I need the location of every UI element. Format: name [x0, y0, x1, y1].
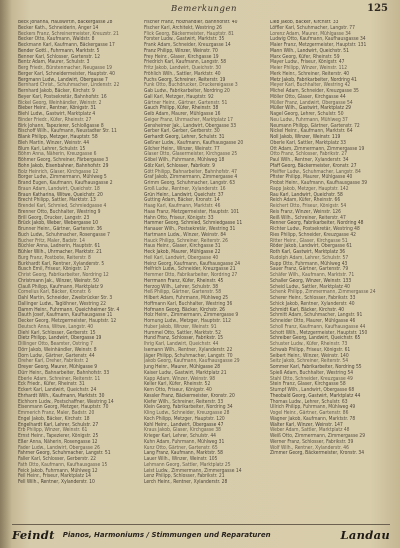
directory-entry: Ludwig Otto, Kaufmann, Kaufhausgasse 34	[270, 36, 366, 43]
directory-entry: Böhmer Georg, Schreiner, Färbergasse 3	[18, 157, 109, 163]
directory-entry: Ullrich Philipp, Fuhrmann, Mühlweg 49	[270, 404, 356, 411]
directory-entry: Berg Friedr., Bürstenmacher, Neugasse 19	[18, 65, 112, 71]
directory-entry: Clauß Philipp, Kaufmann, Marktplatz 9	[18, 283, 103, 290]
directory-entry: Ernst Heinr., Tapezierer, Königstr. 25	[18, 433, 99, 439]
directory-entry: Borger Ludw., Zimmermann, Mühlweg 5	[18, 174, 107, 181]
directory-entry: Bohn Jakob, Eisenbahner, Bahnhofstr. 29	[18, 162, 109, 169]
directory-entry: Glaser Otto, Glasermeister, Kirchgasse 25	[144, 151, 238, 158]
directory-entry: Röder Jakob, Landwirt, Obergasse 61	[270, 243, 352, 250]
directory-entry: Brenner Otto, Buchhalter, Westring 9	[18, 208, 101, 215]
directory-entry: Heinz Georg, Kaufmann, Kaufhausgasse 24	[144, 260, 241, 267]
directory-entry: Büchler Anna, Ladnerin, Hauptstr. 61	[18, 243, 101, 250]
directory-entry: Dorn Ludw., Gärtner, Gartenstr. 44	[18, 352, 95, 359]
directory-entry: Meier Philipp, Winzer, Weinstr. 112	[270, 65, 348, 71]
directory-entry: Bernhard Jakob, Bäcker, Kirchstr. 9	[18, 88, 95, 94]
directory-entry: Helfrich Ludw., Schneider, Kreuzgasse 21	[144, 266, 236, 273]
directory-entry: Gerhardt Georg, Lehrer, Schulstr. 31	[144, 134, 225, 140]
directory-entry: Deutsch Anna, Witwe, Langstr. 40	[18, 323, 94, 330]
directory-entry: Schmidt Karl, Bäcker, Kirchstr. 40	[270, 306, 345, 313]
directory-entry: Benner Karl, Schlosser, Gartenstr. 12	[18, 53, 101, 60]
directory-entry: Lenz Philipp, Schlosser, Fabrikstr. 21	[144, 473, 225, 480]
directory-entry: Stein Franz, Glaser, Kirchgasse 58	[270, 381, 346, 388]
directory-entry: Scherer Heinr., Schlosser, Fabrikstr. 33	[270, 295, 356, 301]
directory-entry: Haus Heinr., Glaser, Kirchgasse 31	[144, 243, 221, 250]
directory-entry: Weiß Otto, Zimmermann, Zimmergasse 29	[270, 433, 366, 439]
directory-entry: Frank Adam, Schneider, Kreuzgasse 14	[144, 42, 231, 48]
directory-entry: Marx Georg, Küfer, Rheinstr. 59	[270, 53, 340, 60]
directory-entry: Löffler Karl, Schuhmacher, Langstr. 77	[270, 24, 355, 31]
directory-entry: Keller Karl, Küfer, Rheinstr. 52	[144, 381, 211, 388]
directory-entry: Bleh Martin, Winzer, Weinstr. 44	[18, 139, 90, 146]
directory-entry: Möller Otto, Glaser, Kirchgasse 44	[270, 93, 346, 100]
directory-entry: Heil Karl, Landwirt, Obergasse 40	[144, 254, 219, 261]
directory-entry: Schaller Georg, Winzer, Weinstr. 133	[270, 277, 352, 284]
directory-entry: Wolf Wilh., Rentner, Xylanderstr. 46	[270, 444, 349, 451]
directory-entry: Friedrich Karl, Kaufmann, Langstr. 58	[144, 59, 227, 66]
directory-entry: Lieb Jakob, Bäcker, Kirchstr. 33	[270, 20, 339, 25]
directory-entry: Dietz Philipp, Landwirt, Obergasse 19	[18, 335, 102, 342]
directory-entry: Dürr Heinr., Bahnarbeiter, Bahnhofstr. 33	[18, 369, 110, 376]
directory-entry: Bolz Heinrich, Glaser, Kirchgasse 12	[18, 168, 99, 175]
directory-entry: Herrmann Franz, Küfer, Rheinstr. 45	[144, 277, 224, 284]
directory-entry: Funk Otto, Buchdrucker, Druckereigasse 3	[144, 82, 238, 89]
directory-entry: Lorenz Adam, Maurer, Mühlgasse 34	[270, 30, 351, 37]
directory-entry: Beck Johanna, Hauswirtin, Bäckergasse 28	[18, 20, 113, 25]
directory-entry: Klein Georg, Fabrikarbeiter, Nordring 34	[144, 404, 233, 411]
directory-entry: Kohl Heinr., Landwirt, Obergasse 47	[144, 421, 224, 428]
directory-entry: Kunz Otto, Gärtner, Gartenstr. 65	[144, 444, 218, 451]
directory-entry: Jakob Georg, Kaufmann, Kaufhausgasse 29	[144, 358, 240, 365]
directory-entry: Heck Jakob, Maurer, Mühlgasse 22	[144, 249, 221, 255]
directory-entry: Fahrner Georg, Schuhmacher, Langstr. 51	[18, 450, 111, 457]
directory-entry: Göbel Wilh., Fuhrmann, Mühlweg 18	[144, 157, 225, 163]
directory-entry: Fritz Jakob, Landwirt, Queichstr. 30	[144, 65, 222, 71]
directory-entry: Grimm Georg, Schuhmacher, Langstr. 63	[144, 180, 235, 186]
directory-entry: Binder Friedr., Küfer, Rheinstr. 27	[18, 116, 92, 123]
directory-entry: Reiß Wilh., Schreiner, Reiterstr. 47	[270, 214, 346, 221]
ad-slogan: Pianos, Harmoniums / Stimmungen und Reparaturen	[62, 531, 271, 539]
directory-entry: Herzog Wilh., Lehrer, Schulstr. 38	[144, 283, 219, 290]
directory-entry: Rapp Jakob, Metzger, Hauptstr. 142	[270, 185, 349, 192]
directory-entry: Brunner Heinr., Gärtner, Gartenstr. 36	[18, 226, 103, 232]
directory-entry: Maier Franz, Metzgermeister, Hauptstr. 131	[270, 42, 367, 48]
directory-entry: Krieger Karl, Lehrer, Schulstr. 44	[144, 433, 216, 439]
directory-entry: Seitz Jakob, Schreiner, Reiterstr. 54	[270, 358, 349, 365]
directory-entry: Eberle Adam, Schreiner, Reiterstr. 11	[18, 375, 101, 382]
directory-entry: Ehrhardt Wilh., Kaufmann, Marktstr. 30	[18, 392, 105, 399]
directory-entry: Werner Franz, Schlosser, Fabrikstr. 39	[270, 438, 354, 445]
directory-entry: Hornung Ludw., Metzger, Hauptstr. 112	[144, 318, 231, 324]
directory-entry: Bernhard Christ., Schuhmacher, Lindenstr. 22	[18, 82, 120, 89]
directory-entry: Becker Kath., Schneiderin, Anger 14	[18, 24, 99, 31]
directory-entry: Nagel Georg, Lehrer, Schulstr. 50	[270, 111, 344, 117]
directory-entry: Feick Jakob, Fuhrmann, Mühlweg 12	[18, 467, 98, 474]
directory-entry: Koch Philipp, Metzger, Hauptstr. 120	[144, 415, 225, 422]
directory-entry: Hauck Philipp, Schreiner, Reiterstr. 26	[144, 237, 228, 244]
directory-entry: Hofmann Georg, Bäcker, Kirchstr. 26	[144, 306, 225, 313]
directory-entry: Frey Heinr., Glaser, Kirchgasse 19	[144, 53, 219, 60]
directory-entry: Eck Friedr., Küfer, Rheinstr. 31	[18, 381, 85, 388]
directory-entry: Schwab Philipp, Friseur, Königstr. 61	[270, 346, 351, 353]
directory-entry: Reis Franz, Winzer, Weinstr. 126	[270, 208, 341, 215]
directory-entry: Gärtner Heinr., Gärtner, Gartenstr. 51	[144, 99, 228, 106]
directory-entry: Reich Adam, Küfer, Rheinstr. 66	[270, 197, 341, 204]
directory-entry: Eichhorn Ludw., Postschaffner, Westring 14	[18, 398, 114, 405]
directory-entry: Theobald Georg, Gastwirt, Marktplatz 44	[270, 392, 361, 399]
directory-entry: Burkhardt Karl, Rentner, Xylanderstr. 5	[18, 260, 105, 267]
directory-entry: Feil Heinr., Friseur, Marktplatz 14	[18, 473, 91, 480]
directory-entry: Beyer Karl, Postsekretär, Bahnhofstr. 16	[18, 93, 107, 100]
directory-entry: Sommer Karl, Fabrikarbeiter, Nordring 55	[270, 364, 362, 370]
directory-entry: Wagner Jakob, Kaufmann, Marktstr. 78	[270, 415, 356, 422]
directory-entry: Hummel Otto, Sattler, Marktstr. 52	[144, 329, 221, 336]
directory-entry: Fath Otto, Kaufmann, Kaufhausgasse 15	[18, 461, 108, 468]
directory-column-1	[18, 20, 138, 522]
directory-entry: Müller Franz, Landwirt, Obergasse 54	[270, 99, 353, 106]
directory-entry: Geßner Ludw., Kaufmann, Kaufhausgasse 20	[144, 139, 244, 146]
directory-entry: Kaiser Ludw., Gastwirt, Marktplatz 21	[144, 369, 227, 376]
directory-entry: Nickel Heinr., Kaufmann, Marktstr. 64	[270, 128, 353, 135]
directory-entry: Erb Philipp, Winzer, Weinstr. 61	[18, 427, 88, 434]
directory-entry: Brück Jakob, Weber, Webergasse 10	[18, 220, 99, 227]
directory-entry: Ritter Heinr., Glaser, Kirchgasse 51	[270, 237, 348, 244]
directory-entry: Gerber Karl, Gerber, Gerberstr. 30	[144, 128, 220, 135]
directory-entry: Gölz Karl, Schlosser, Fabrikstr. 9	[144, 162, 215, 169]
directory-entry: Diehl Karl, Schlosser, Gerberstr. 15	[18, 329, 96, 336]
directory-entry: Eisenmann Georg, Metzger, Hauptstr. 70	[18, 404, 109, 411]
directory-entry: Ott Adam, Zimmermann, Zimmergasse 19	[270, 145, 365, 152]
directory-entry: Oberle Karl, Sattler, Marktplatz 33	[270, 139, 346, 146]
directory-entry: Merk Heinr., Schreiner, Reiterstr. 40	[270, 70, 350, 77]
directory-entry: Reichert Otto, Friseur, Königstr. 54	[270, 203, 347, 209]
directory-entry: Schneider Otto, Maurer, Mühlgasse 46	[270, 318, 356, 324]
directory-entry: Heß Philipp, Gärtner, Gartenstr. 58	[144, 289, 222, 296]
directory-entry: Faller Karl, Schlosser, Gerberstr. 22	[18, 456, 97, 462]
directory-entry: Birk Johann, Tapezierer, Schloßgasse 8	[18, 122, 104, 129]
directory-entry: Gilcher Heinr., Winzer, Weinstr. 77	[144, 145, 220, 152]
directory-entry: Bühler Wilh., Uhrmacher, Marktstr. 21	[18, 249, 102, 255]
directory-entry: Probst Heinr., Kaufmann, Kaufhausgasse 39	[270, 180, 368, 186]
directory-entry: Neumann Philipp, Gärtner, Gartenstr. 72	[270, 122, 360, 129]
directory-entry: Kraus Jakob, Glaser, Kirchgasse 38	[144, 427, 221, 434]
directory-entry: Lerch Heinr., Rentner, Xylanderstr. 28	[144, 479, 228, 485]
directory-entry: Bergmann Ludw., Landwirt, Obergasse 7	[18, 76, 108, 83]
directory-entry: Engel Jakob, Bäcker, Kirchstr. 18	[18, 415, 90, 422]
directory-entry: Paul Wilh., Rentner, Xylanderstr. 34	[270, 157, 349, 163]
directory-entry: Lauer Wilh., Winzer, Weinstr. 105	[144, 456, 218, 462]
directory-entry: Dauth Josef, Kaufmann, Kaufhausgasse 11	[18, 312, 113, 319]
directory-entry: Gab Ludw., Fabrikarbeiter, Nordring 20	[144, 88, 230, 94]
directory-entry: Pfeiffer Ludw., Schuhmacher, Langstr. 84	[270, 168, 361, 175]
directory-entry: Kuhn Adam, Fuhrmann, Mühlweg 31	[144, 438, 225, 445]
directory-entry: Scholl Franz, Kaufmann, Kaufhausgasse 44	[270, 323, 366, 330]
directory-entry: Mayer Ludw., Friseur, Königstr. 47	[270, 59, 345, 66]
directory-entry: Huber Jakob, Winzer, Weinstr. 91	[144, 323, 217, 330]
directory-entry: Decker Georg, Metzgermeister, Hauptstr. 12	[18, 318, 117, 324]
directory-entry: Schreiber Georg, Landwirt, Queichstr. 65	[270, 335, 361, 342]
directory-entry: Sauer Franz, Gärtner, Gartenstr. 79	[270, 266, 349, 273]
directory-entry: Hund Franz, Schlosser, Fabrikstr. 15	[144, 335, 224, 342]
directory-entry: Weber Adam, Sattler, Marktplatz 48	[270, 427, 350, 434]
directory-entry: Grün Heinr., Landwirt, Queichstr. 37	[144, 191, 224, 198]
page-header	[20, 4, 388, 18]
directory-entry: Schuster Ludw., Küfer, Rheinstr. 73	[270, 341, 348, 347]
directory-entry: Kapp Adam, Winzer, Weinstr. 98	[144, 375, 216, 382]
directory-entry: Franz Philipp, Winzer, Weinstr. 70	[144, 47, 218, 54]
directory-entry: Hilbert Adam, Fuhrmann, Mühlweg 25	[144, 295, 229, 301]
directory-entry: Spieß Adam, Buchhalter, Westring 54	[270, 369, 354, 376]
directory-entry: Schick Jakob, Rentner, Xylanderstr. 40	[270, 300, 355, 307]
footer-advertisement	[12, 524, 390, 543]
directory-entry: Renner Georg, Fabrikarbeiter, Nordring 48	[270, 220, 364, 227]
directory-entry: Braun Katharina, Witwe, Queichstr. 20	[18, 191, 103, 198]
directory-entry: Dreher Karl, Dreher, Fabrikstr. 2	[18, 358, 89, 365]
directory-entry: Neu Ludw., Fuhrmann, Mühlweg 37	[270, 116, 348, 123]
directory-entry: Brill Georg, Drucker, Langstr. 23	[18, 214, 90, 221]
directory-entry: Haag Karl, Kaufmann, Marktstr. 46	[144, 203, 221, 209]
directory-entry: Flick Georg, Bäckermeister, Hauptstr. 81	[144, 30, 234, 37]
directory-entry: Burg Franz, Postbote, Reiterstr. 8	[18, 254, 91, 261]
page-number: 125	[367, 3, 388, 14]
directory-entry: Schäfer Wilh., Kaufmann, Marktstr. 71	[270, 272, 355, 278]
directory-entry: Brand Eugen, Kaufmann, Kaufhausgasse 2	[18, 180, 113, 186]
directory-entry: Damm Heinr., Fuhrmann, Queichheimer Str. 4	[18, 306, 120, 313]
directory-entry: Lehmann Georg, Sattler, Marktplatz 25	[144, 461, 231, 468]
directory-entry: Gött Philipp, Bahnarbeiter, Bahnhofstr. 47	[144, 168, 237, 175]
directory-entry: Richter Ludw., Postsekretär, Westring 48	[270, 226, 360, 232]
directory-entry: Scheid Ludw., Sattler, Marktplatz 40	[270, 283, 350, 290]
directory-entry: Hammer Georg, Schmied, Schmiedgasse 11	[144, 220, 243, 227]
directory-entry: Gauch Philipp, Küfer, Rheinstr. 38	[144, 105, 219, 112]
directory-entry: Cornelius Karl, Bäcker, Kronstr. 6	[18, 289, 91, 296]
directory-entry: Kling Ludw., Schneider, Kreuzgasse 28	[144, 410, 230, 416]
directory-entry: Bickel Georg, Weinhändler, Weinstr. 2	[18, 99, 102, 106]
directory-entry: Berger Karl, Schneidermeister, Hauptstr. 40	[18, 70, 115, 77]
directory-entry: Stumpf Wilh., Landwirt, Obergasse 68	[270, 387, 355, 393]
directory-entry: Pfister Philipp, Maurer, Mühlgasse 40	[270, 174, 353, 181]
directory-entry: Mann Wilh., Landwirt, Queichstr. 51	[270, 47, 349, 54]
directory-entry: Fuchs Georg, Schreiner, Reiterstr. 19	[144, 76, 226, 83]
directory-entry: Isemann Wilh., Rentner, Xylanderstr. 22	[144, 346, 233, 353]
directory-entry: Bucher Fritz, Maler, Badstr. 14	[18, 237, 85, 244]
directory-entry: Kern Otto, Friseur, Königstr. 40	[144, 387, 212, 393]
directory-entry: Roth Karl, Gastwirt, Marktplatz 36	[270, 249, 346, 255]
directory-entry: Böhm Anna, Näherin, Kreuzgasse 6	[18, 151, 97, 158]
directory-entry: Dillinger Otto, Beamter, Ostring 7	[18, 341, 93, 347]
directory-entry: Engelhardt Karl, Lehrer, Schulstr. 27	[18, 421, 99, 428]
directory-entry: Rupp Otto, Fuhrmann, Mühlweg 43	[270, 260, 348, 267]
directory-entry: Hanauer Wilh., Postsekretär, Westring 31	[144, 226, 236, 232]
directory-entry: Holz Heinr., Zimmermann, Zimmergasse 9	[144, 312, 239, 319]
directory-entry: Beckmann Karl, Kaufmann, Bäckergasse 17	[18, 42, 115, 48]
directory-entry: Rau Karl, Landwirt, Queichstr. 58	[270, 191, 343, 198]
directory-entry: Bieber Heinr., Rentner, Königstr. 31	[18, 105, 97, 112]
directory-entry: Braun Adam, Landwirt, Queichstr. 18	[18, 185, 100, 192]
directory-entry: Biehl Ludw., Gastwirt, Marktplatz 4	[18, 111, 96, 117]
directory-entry: Buch Ludw., Schuhmacher, Rosengasse 7	[18, 231, 110, 238]
ad-brand-name: Feindt	[12, 528, 55, 542]
directory-entry: Eßer Anna, Näherin, Rosengasse 12	[18, 438, 98, 445]
directory-entry: Pfaff Georg, Bäckermeister, Kronstr. 27	[270, 162, 357, 169]
directory-entry: Jäger Philipp, Schuhmacher, Langstr. 70	[144, 352, 233, 359]
directory-column-2	[144, 20, 264, 522]
ad-city: Landau	[340, 528, 390, 542]
directory-entry: Emmerich Franz, Maler, Badstr. 20	[18, 410, 95, 416]
directory-entry: Geiger Franz, Uhrmacher, Marktplatz 17	[144, 116, 234, 123]
directory-entry: Seibert Heinr., Winzer, Weinstr. 140	[270, 352, 349, 359]
directory-entry: Lang Franz, Kaufmann, Marktstr. 58	[144, 450, 223, 457]
directory-entry: Gutting Adam, Bäcker, Kronstr. 14	[144, 197, 220, 204]
directory-entry: Becker Otto, Kaufmann, Waldstr. 8	[18, 36, 95, 43]
directory-entry: Groß Ludw., Rentner, Xylanderstr. 16	[144, 185, 226, 192]
directory-entry: Blank Philipp, Metzger, Hauptstr. 58	[18, 134, 98, 140]
directory-entry: Michel Adam, Schneider, Kreuzgasse 35	[270, 88, 359, 94]
directory-entry: Brendel Karl, Schmied, Schmiedgasse 4	[18, 203, 107, 209]
directory-entry: Gall Karl, Metzger, Hauptstr. 92	[144, 93, 214, 100]
directory-entry: Thomas Ludw., Lehrer, Schulstr. 63	[270, 398, 348, 405]
directory-entry: Otto Franz, Schlosser, Fabrikstr. 27	[270, 151, 348, 158]
directory-entry: Fell Wilh., Rentner, Xylanderstr. 10	[18, 479, 95, 485]
directory-entry: Walter Karl, Winzer, Weinstr. 147	[270, 421, 343, 428]
directory-entry: Bender Gottl., Fuhrmann, Marktstr. 5	[18, 47, 100, 54]
directory-entry: Dreyer Georg, Maurer, Mühlgasse 9	[18, 364, 98, 370]
running-head: Bemerkungen	[171, 4, 237, 14]
directory-entry: Forster Ludw., Gastwirt, Marktstr. 35	[144, 36, 225, 43]
directory-entry: Bischoff Wilh., Kaufmann, Neustadter Str. 11	[18, 128, 117, 135]
directory-entry: Bentz Adam, Maurer, Schulstr. 3	[18, 59, 90, 66]
directory-entry: Dallinger Ludw., Taglöhner, Westring 22	[18, 300, 106, 307]
directory-entry: Kessler Franz, Bäckermeister, Kronstr. 20	[144, 392, 235, 399]
directory-entry: Haas Franz, Metzgermeister, Hauptstr. 101	[144, 208, 240, 215]
directory-entry: Leist Ludw., Zimmermann, Zimmergasse 14	[144, 467, 242, 474]
directory-entry: Fischer Karl, Architekt, Westring 26	[144, 24, 222, 31]
directory-entry: Ries Philipp, Schneider, Kreuzgasse 42	[270, 231, 356, 238]
directory-entry: Fader Ludw., Landwirt, Obergasse 26	[18, 444, 100, 451]
directory-entry: Christ Georg, Fabrikarbeiter, Nordring 12	[18, 272, 109, 278]
directory-column-3	[270, 20, 390, 522]
directory-entry: Meyer Karl, Buchhalter, Westring 42	[270, 82, 351, 89]
directory-entry: Eckert Karl, Landwirt, Queichstr. 24	[18, 387, 97, 393]
directory-entry: Vogel Heinr., Gärtner, Gartenstr. 86	[270, 410, 349, 416]
directory-entry: Geib Adam, Maurer, Mühlgasse 16	[144, 111, 221, 117]
directory-entry: Hoffmann Karl, Buchhalter, Westring 36	[144, 300, 233, 307]
directory-entry: Beckers Franz, Schreinermeister, Kreuzstr. 21	[18, 30, 119, 37]
directory-entry: Jung Heinr., Maurer, Mühlgasse 28	[144, 364, 221, 370]
directory-entry: Graf Jakob, Zimmermann, Zimmergasse 4	[144, 174, 238, 181]
directory-entry: Blum Karl, Lehrer, Schulstr. 15	[18, 145, 86, 152]
directory-columns	[18, 20, 390, 522]
directory-entry: Noll Jakob, Winzer, Weinstr. 119	[270, 134, 341, 140]
directory-entry: Stahl Otto, Schneider, Kreuzgasse 49	[270, 375, 353, 382]
directory-entry: Zimmer Georg, Bäckermeister, Kronstr. 34	[270, 450, 365, 457]
directory-entry: Kiefer Wilh., Schreiner, Reiterstr. 33	[144, 398, 224, 405]
directory-entry: Hartmann Ludw., Winzer, Weinstr. 84	[144, 231, 226, 238]
page-spine-shadow	[0, 0, 12, 548]
directory-entry: Rudolph Adam, Lehrer, Schulstr. 57	[270, 254, 349, 261]
directory-entry: Schmitt Adam, Schuhmacher, Langstr. 91	[270, 312, 363, 319]
directory-entry: Hemmer Otto, Fabrikarbeiter, Nordring 27	[144, 272, 238, 278]
directory-entry: Brecht Philipp, Sattler, Marktstr. 13	[18, 197, 96, 204]
directory-entry: Fischer Franz, Holzhändler, Bahnhofstr. 40	[144, 20, 238, 25]
directory-entry: Dörr Jakob, Weinhändler, Weinstr. 8	[18, 346, 97, 353]
directory-entry: Ihrig Karl, Landwirt, Queichstr. 44	[144, 341, 219, 347]
directory-entry: Hahn Otto, Friseur, Königstr. 33	[144, 214, 214, 221]
directory-entry: Dahl Martin, Schneider, Zweibrücker Str. 3	[18, 295, 113, 301]
directory-entry: Müller Wilh., Gastwirt, Marktplatz 29	[270, 105, 351, 112]
directory-entry: Busch Emil, Friseur, Königstr. 17	[18, 266, 90, 273]
directory-entry: Fröhlich Wilh., Sattler, Marktstr. 40	[144, 70, 221, 77]
directory-entry: Schenk Philipp, Zimmermann, Zimmergasse 24	[270, 289, 376, 296]
directory-entry: Christmann Jak., Winzer, Weinstr. 50	[18, 277, 99, 284]
directory-entry: Gensheimer Jak., Landwirt, Obergasse 33	[144, 122, 237, 129]
directory-entry: Metz Jakob, Fabrikarbeiter, Nordring 41	[270, 76, 357, 83]
directory-entry: Schott Wilh., Metzgermeister, Hauptstr. 150	[270, 329, 368, 336]
